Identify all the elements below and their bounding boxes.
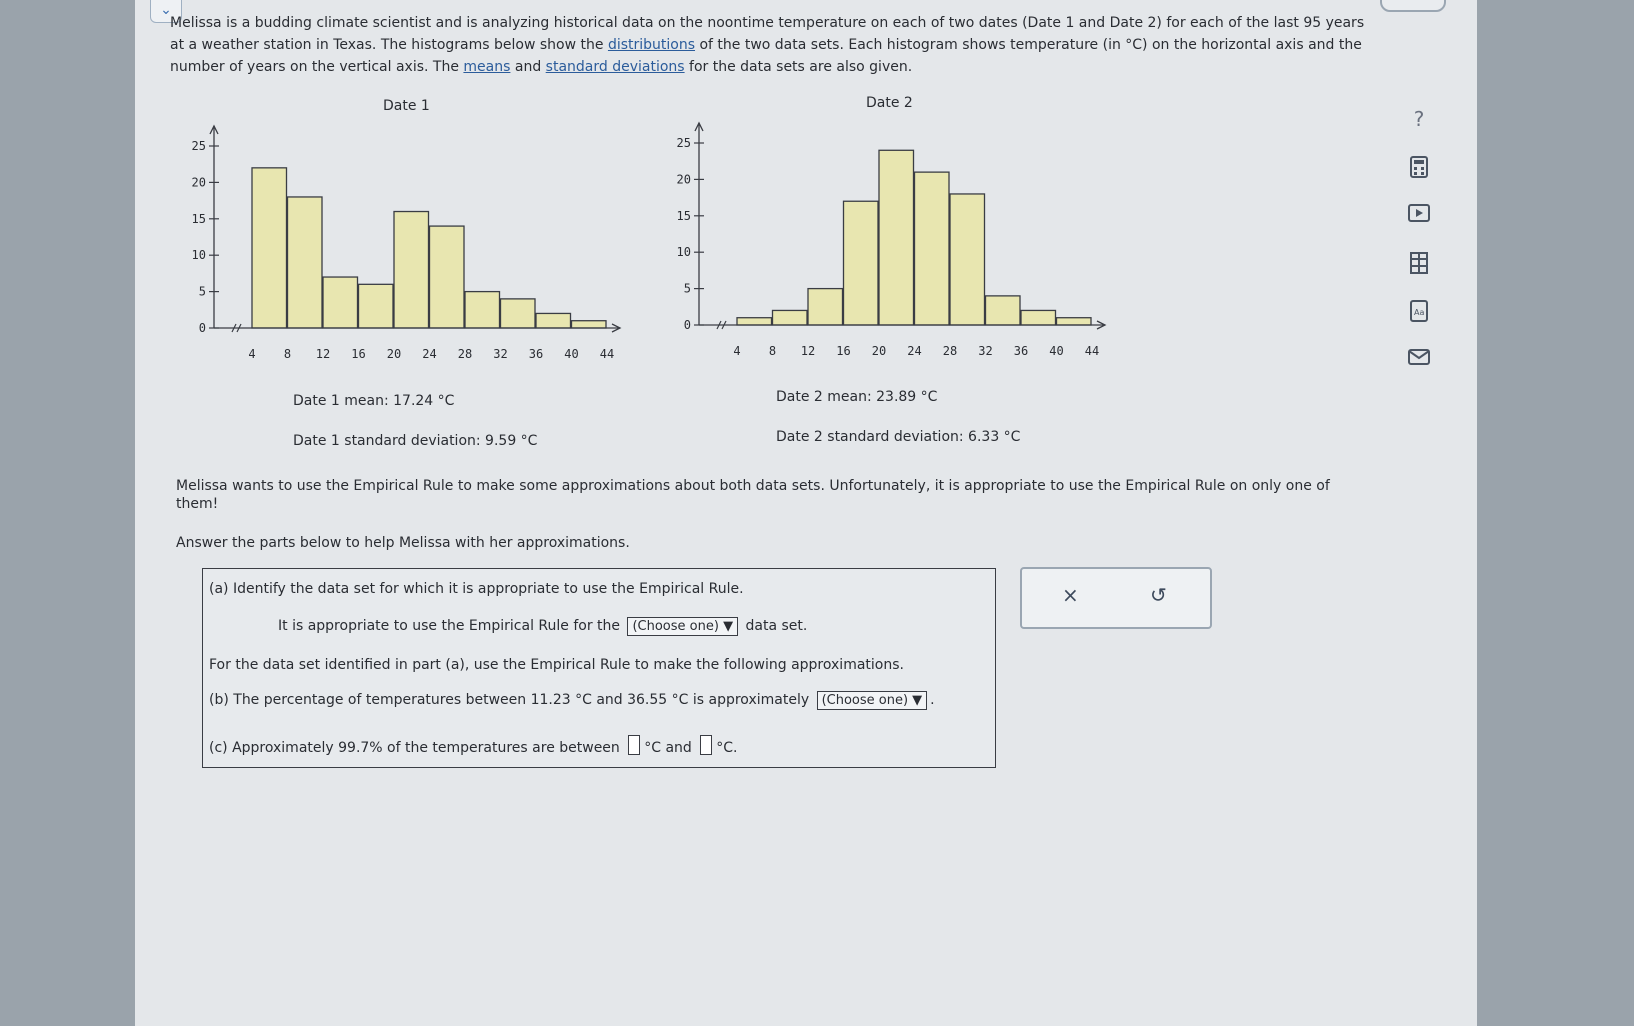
instructions-text: Answer the parts below to help Melissa with her approximations.: [176, 535, 630, 551]
date1-bar: [536, 313, 571, 328]
part-a-prefix: It is appropriate to use the Empirical Rule for the: [278, 618, 621, 634]
date1-mean: Date 1 mean: 17.24 °C: [293, 393, 455, 409]
help-icon[interactable]: ?: [1413, 107, 1425, 131]
date1-x-tick-label: 4: [248, 347, 256, 358]
date1-bar: [501, 299, 536, 328]
top-right-control[interactable]: [1380, 0, 1446, 12]
date2-svg: [655, 115, 1115, 355]
date2-x-tick-label: 20: [871, 344, 887, 355]
date1-bar: [252, 168, 287, 328]
date2-bar: [737, 318, 772, 325]
date2-x-tick-label: 16: [836, 344, 851, 355]
date1-bar: [323, 277, 358, 328]
intro-text-3: and: [510, 59, 546, 75]
intro-text-1: Melissa is a budding climate scientist and is analyzing historical data on the noontime temperature on each of two dates (Date 1 and Date 2) for each of the last 95 years at a weather station in Texas. The histograms below show the: [170, 15, 1365, 53]
date1-x-tick-label: 32: [493, 347, 508, 358]
date2-x-tick-label: 40: [1049, 344, 1064, 355]
date1-x-tick-label: 8: [283, 347, 292, 358]
date1-bar: [359, 284, 394, 328]
date2-histogram: [655, 115, 1115, 359]
date2-x-tick-label: 4: [733, 344, 741, 355]
date1-bar: [572, 321, 607, 328]
date2-x-tick-label: 24: [907, 344, 922, 355]
part-c-row: [209, 735, 738, 756]
date2-x-tick-label: 44: [1084, 344, 1100, 355]
date2-x-tick-label: 12: [800, 344, 816, 355]
part-b-suffix: .: [930, 692, 935, 708]
date1-y-tick-label: 0: [198, 321, 206, 335]
date1-y-tick-label: 20: [191, 175, 206, 190]
part-a-suffix: data set.: [745, 618, 808, 634]
answer-panel: [202, 568, 996, 768]
date2-y-tick-label: 10: [676, 245, 691, 260]
date1-x-tick-label: 20: [386, 347, 402, 358]
date1-x-tick-label: 36: [528, 347, 544, 358]
date2-bar: [808, 289, 843, 325]
distributions-link[interactable]: distributions: [607, 37, 696, 53]
intro-text-4: for the data sets are also given.: [684, 59, 913, 75]
answer-actions: [1020, 567, 1212, 629]
part-a-dropdown[interactable]: (Choose one) ▼: [627, 617, 738, 636]
date1-y-tick-label: 15: [191, 211, 206, 226]
date1-chart-title: Date 1: [383, 98, 430, 114]
date2-y-tick-label: 15: [676, 208, 691, 223]
part-a-row: [278, 617, 807, 636]
date1-bar: [288, 197, 323, 328]
date2-x-tick-label: 36: [1013, 344, 1029, 355]
date2-bar: [1021, 310, 1056, 325]
date1-x-tick-label: 16: [351, 347, 366, 358]
part-b-prefix: (b) The percentage of temperatures between 11.23 °C and 36.55 °C is approximately: [209, 692, 810, 708]
collapse-chevron-icon[interactable]: ⌄: [150, 0, 182, 23]
date2-mean: Date 2 mean: 23.89 °C: [776, 389, 938, 405]
date1-bar: [394, 212, 429, 328]
date2-chart-title: Date 2: [866, 95, 913, 111]
part-b-row: [209, 691, 935, 710]
mail-icon[interactable]: [1408, 348, 1430, 370]
data-table-icon[interactable]: [1408, 252, 1430, 274]
date1-x-tick-label: 44: [599, 347, 615, 358]
date2-bar: [844, 201, 879, 325]
followup-instruction: For the data set identified in part (a), use the Empirical Rule to make the following approximations.: [209, 657, 904, 673]
date1-y-tick-label: 25: [191, 139, 206, 153]
svg-text:Aa: Aa: [1414, 308, 1425, 317]
date1-bar: [465, 292, 500, 328]
date2-bar: [879, 150, 914, 325]
date2-x-tick-label: 28: [942, 344, 958, 355]
date1-x-tick-label: 24: [422, 347, 437, 358]
part-c-suffix: °C.: [716, 740, 738, 756]
part-c-middle: °C and: [644, 740, 692, 756]
part-c-prefix: (c) Approximately 99.7% of the temperatures are between: [209, 740, 620, 756]
intro-text-2: of the two data sets. Each histogram shows temperature (in °C) on the horizontal axis and the number of years on the vertical axis. The: [170, 37, 1362, 75]
date2-std-dev: Date 2 standard deviation: 6.33 °C: [776, 429, 1021, 445]
standard-deviations-link[interactable]: standard deviations: [545, 59, 685, 75]
date2-bar: [773, 310, 808, 325]
calculator-icon[interactable]: [1408, 156, 1430, 178]
date2-bar: [986, 296, 1021, 325]
date2-y-tick-label: 5: [683, 281, 691, 296]
date1-x-tick-label: 12: [315, 347, 331, 358]
part-c-upper-input[interactable]: [700, 735, 712, 755]
part-c-lower-input[interactable]: [628, 735, 640, 755]
date2-y-tick-label: 25: [676, 136, 691, 150]
date1-svg: [170, 118, 630, 358]
date1-std-dev: Date 1 standard deviation: 9.59 °C: [293, 433, 538, 449]
date2-x-tick-label: 8: [768, 344, 777, 355]
glossary-icon[interactable]: [1408, 300, 1430, 322]
date2-bar: [915, 172, 950, 325]
video-icon[interactable]: [1408, 204, 1430, 226]
part-a-question: (a) Identify the data set for which it is appropriate to use the Empirical Rule.: [209, 581, 744, 597]
date1-y-tick-label: 5: [198, 284, 206, 299]
date2-y-tick-label: 0: [683, 318, 691, 332]
empirical-rule-paragraph: Melissa wants to use the Empirical Rule to make some approximations about both data sets. Unfortunately, it is appropriate to use the Empirical Rule on only one of them!: [176, 478, 1330, 512]
date2-y-tick-label: 20: [676, 172, 691, 187]
date1-histogram: [170, 118, 630, 362]
date2-bar: [1057, 318, 1092, 325]
date1-x-tick-label: 28: [457, 347, 473, 358]
date1-x-tick-label: 40: [564, 347, 579, 358]
part-b-dropdown[interactable]: (Choose one) ▼: [817, 691, 928, 710]
intro-paragraph: [170, 12, 1370, 78]
date1-y-tick-label: 10: [191, 248, 206, 263]
means-link[interactable]: means: [463, 59, 511, 75]
undo-button[interactable]: ↺: [1150, 583, 1167, 607]
clear-button[interactable]: ×: [1062, 583, 1079, 607]
date2-bar: [950, 194, 985, 325]
date1-bar: [430, 226, 465, 328]
date2-x-tick-label: 32: [978, 344, 993, 355]
